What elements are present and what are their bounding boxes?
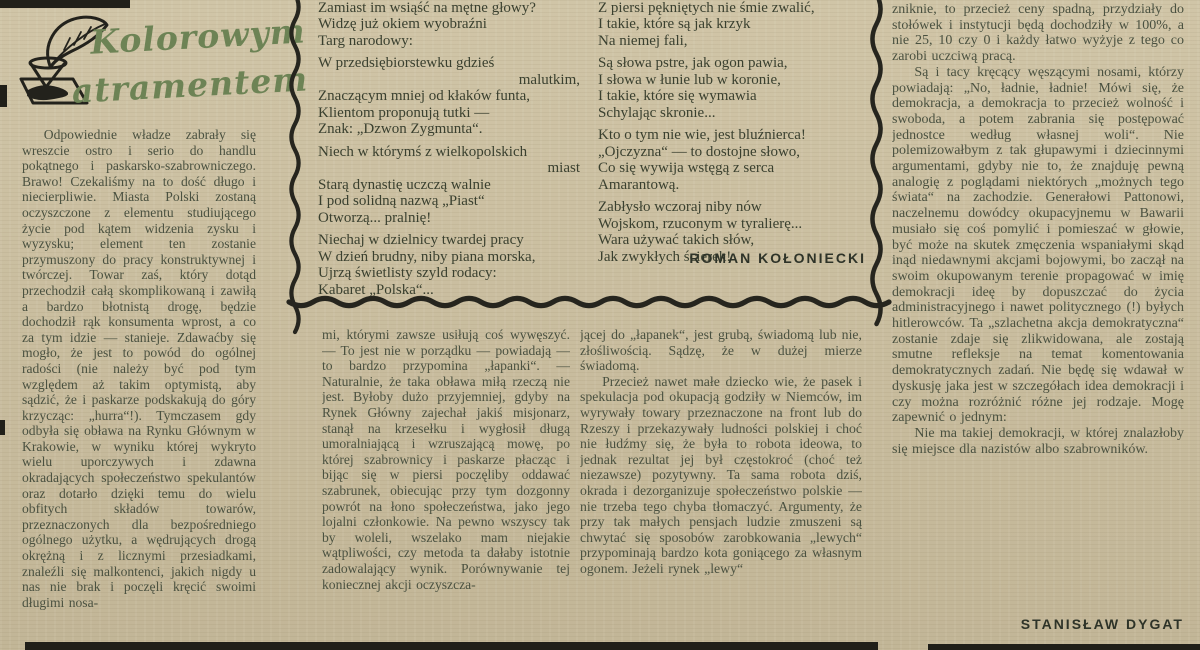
poem-stanza bbox=[598, 55, 866, 121]
poem-line: malutkim, bbox=[518, 71, 580, 88]
article-column-2 bbox=[322, 327, 570, 645]
poem-stanza bbox=[598, 0, 866, 49]
article-column-1 bbox=[22, 127, 256, 645]
bottom-rule bbox=[928, 644, 1200, 650]
poem-line: Niechaj w dzielnicy twardej pracy bbox=[318, 232, 524, 248]
poem-line: Z piersi pękniętych nie śmie zwalić, bbox=[598, 0, 815, 16]
poem-line: Wara używać takich słów, bbox=[598, 232, 755, 248]
page-title-line2: atramentem bbox=[70, 59, 310, 111]
poem-box-border-left bbox=[289, 0, 305, 312]
paragraph: zniknie, to przecież ceny spadną, przydziały do stołówek i instytucji będą dochodziły w 100%, a nie 25, 10 czy 0 i każdy łatwo wyżyje z tego co zarobi uczciwą pracą. bbox=[892, 2, 1184, 65]
poem-line: Otworzą... pralnię! bbox=[318, 209, 432, 226]
top-edge-rule bbox=[0, 0, 130, 8]
poem-column-right bbox=[598, 0, 866, 271]
paragraph: Nie ma takiej demokracji, w której znalazłoby się miejsce dla nazistów albo szabrowników. bbox=[892, 425, 1184, 457]
poem-line: I słowa w łunie lub w koronie, bbox=[598, 71, 781, 88]
poem-line: Są słowa pstre, jak ogon pawia, bbox=[598, 55, 788, 71]
poem-line: Znak: „Dzwon Zygmunta“. bbox=[318, 121, 483, 137]
paragraph: mi, którymi zawsze usiłują coś wywęszyć. — To jest nie w porządku — powiadają — to bardzo przypomina „łapanki“. — Naturalnie, że taka obława miłą rzeczą nie jest. Byłoby dużo przyjemniej, gdyby na Rynek Główny zajechał jakiś misjonarz, stanął na krzesełku i wygłosił długą umoralniającą i wzruszającą mowę, po której szabrownicy i paskarze płacząc i bijąc się w piersi poczęliby oddawać szabrunek, obiecując przy tym dozgonny powrót na łono społeczeństwa, jako jego lojalni członkowie. Na pewno wszyscy tak by woleli, wszelako mam niejakie wątpliwości, czy metoda ta dałaby istotnie zadowalający wynik. Porównywanie tej koniecznej akcji oczyszcza- bbox=[322, 327, 570, 592]
poem-line: W dzień brudny, niby piana morska, bbox=[318, 248, 536, 265]
poem-line: Wojskom, rzuconym w tyralierę... bbox=[598, 215, 803, 232]
poem-line: Kto o tym nie wie, jest bluźnierca! bbox=[598, 127, 806, 143]
poem-line: miast bbox=[547, 160, 580, 176]
paragraph: Odpowiednie władze zabrały się wreszcie ostro i serio do handlu pokątnego i paskarsko-szabrowniczego. Brawo! Czekaliśmy na to dość długo i niecierpliwie. Miasta Polski zostaną oczyszczone z elementu studiującego życie pod kątem widzenia zysku i wyzysku; element ten zostanie przymuszony do pracy konstruktywnej i twórczej. Towar zaś, który dotąd przechodził całą skomplikowaną i zawiłą a bardzo błotnistą drogę, będzie dochodził rąk konsumenta wprost, a co za tym idzie — stanieje. Zdawaćby się mogło, że jest to powód do ogólnej radości (nie należy być pod tym względem aż takim optymistą, aby sądzić, że i paskarze podskakują do góry krzycząc: „hurra“!). Tymczasem gdy odbyła się obława na Rynku Głównym w Krakowie, w wyniku której wykryto wielu uporczywych i zdawna okradających społeczeństwo spekulantów oraz dotarło dzięki temu do wielu obfitych składów towarów, przeznaczonych dla bezpośredniego ogólnego użytku, a wędrujących drogą okrężną i z licznymi przesiadkami, znaleźli się malkontenci, jakich nigdy u nas nie brak i poczęli kręcić swoimi długimi nosa- bbox=[22, 127, 256, 610]
poem-stanza bbox=[318, 0, 580, 49]
poem-line: I takie, które się wymawia bbox=[598, 88, 757, 104]
poem-stanza bbox=[318, 144, 580, 227]
poem-line: Zabłysło wczoraj niby nów bbox=[598, 199, 762, 215]
poem-line: Targ narodowy: bbox=[318, 32, 413, 49]
paragraph: Przecież nawet małe dziecko wie, że pasek i spekulacja pod okupacją godziły w Niemców, im wyrywały towary przeznaczone na front lub do Rzeszy i przekazywały ludności polskiej i choć nie łudźmy się, że była to robota ideowa, to jednak rezultat jej był częstokroć (choć też niezawsze) pozytywny. Ta sama robota dziś, okrada i dezorganizuje społeczeństwo polskie — nie trzeba tego chyba tłomaczyć. Argumenty, że przy tak małych pensjach ludzie zmuszeni są chwytać się sposobów zarobkowania „lewych“ przypominają bardzo kota goniącego za własnym ogonem. Jeżeli rynek „lewy“ bbox=[580, 373, 862, 576]
poem-line: Znaczącym mniej od kłaków funta, bbox=[318, 88, 531, 104]
poem-line: W przedsiębiorstewku gdzieś bbox=[318, 55, 495, 71]
page-title bbox=[53, 7, 310, 116]
paragraph: jącej do „łapanek“, jest grubą, świadomą lub nie, złośliwością. Sądzę, że w dużej mierze świadomą. bbox=[580, 327, 862, 374]
poem-box-border-right bbox=[870, 0, 886, 306]
page-title-line1: Kolorowym bbox=[89, 11, 307, 62]
poem-line: I pod solidną nazwą „Piast“ bbox=[318, 193, 485, 209]
left-edge-mark bbox=[0, 420, 5, 435]
poem-line: Na niemej fali, bbox=[598, 32, 688, 49]
poem-stanza bbox=[598, 127, 866, 193]
poem-column-left bbox=[318, 0, 580, 304]
poem-line: Starą dynastię uczczą walnie bbox=[318, 176, 491, 193]
poem-line: Niech w którymś z wielkopolskich bbox=[318, 143, 528, 160]
left-edge-mark bbox=[0, 85, 7, 107]
poem-stanza bbox=[318, 232, 580, 298]
poem-line: Co się wywija wstęgą z serca bbox=[598, 160, 775, 176]
poem-line: Schylając skronie... bbox=[598, 104, 716, 121]
article-column-3 bbox=[580, 327, 862, 645]
article-column-4 bbox=[892, 2, 1184, 614]
poem-line: „Ojczyzna“ — to dostojne słowo, bbox=[598, 143, 801, 160]
poem-line: Amarantową. bbox=[598, 176, 680, 193]
article-author-signature: STANISŁAW DYGAT bbox=[1020, 616, 1184, 632]
poem-author-signature: ROMAN KOŁONIECKI bbox=[689, 250, 866, 266]
poem-stanza bbox=[318, 55, 580, 138]
poem-line: Zamiast im wsiąść na mętne głowy? bbox=[318, 0, 536, 16]
poem-line: Widzę już okiem wyobraźni bbox=[318, 16, 487, 32]
poem-line: Ujrzą świetlisty szyld rodacy: bbox=[318, 265, 497, 281]
poem-line: Klientom proponują tutki — bbox=[318, 104, 490, 121]
poem-line: Kabaret „Polska“... bbox=[318, 281, 434, 298]
paragraph: Są i tacy kręcący węszącymi nosami, którzy powiadają: „No, ładnie, ładnie! Mówi się, że demokracja, a demokracja to przecież wolność i swoboda, a potem zabrania się postępować jednostce według własnej woli“. Nie polemizowałbym z tak głupawymi i dziecinnymi argumentami, gdyby nie to, że znajduję pewną analogię z poglądami niektórych „możnych tego świata“ na zachodzie. Generałowi Pattonowi, naczelnemu dowódcy okupacyjnemu w Bawarii musiało się coś pomylić i pomieszać w głowie, być może na skutek zmęczenia wspaniałymi skąd inąd niedawnymi akcjami bojowymi, bo zaczął na swoim okupowanym terenie propagować w imię demokracji ideę by dopuszczać do życia administracyjnego i nawet politycznego (!) byłych hitlerowców. Ta „szlachetna akcja demokratyczna“ zostanie zdaje się zlikwidowana, ale zostają smutne refleksje na temat komentowania demokratycznych zadań. Nie będę się wdawał w dyskusję jaka jest w szczegółach idea demokracji i czy można rozróżnić różne jej rodzaje. Mogę zapewnić o jednym: bbox=[892, 64, 1184, 426]
poem-line: Jak zwykłych ścierek! bbox=[598, 248, 732, 265]
poem-line: I takie, które są jak krzyk bbox=[598, 16, 751, 32]
